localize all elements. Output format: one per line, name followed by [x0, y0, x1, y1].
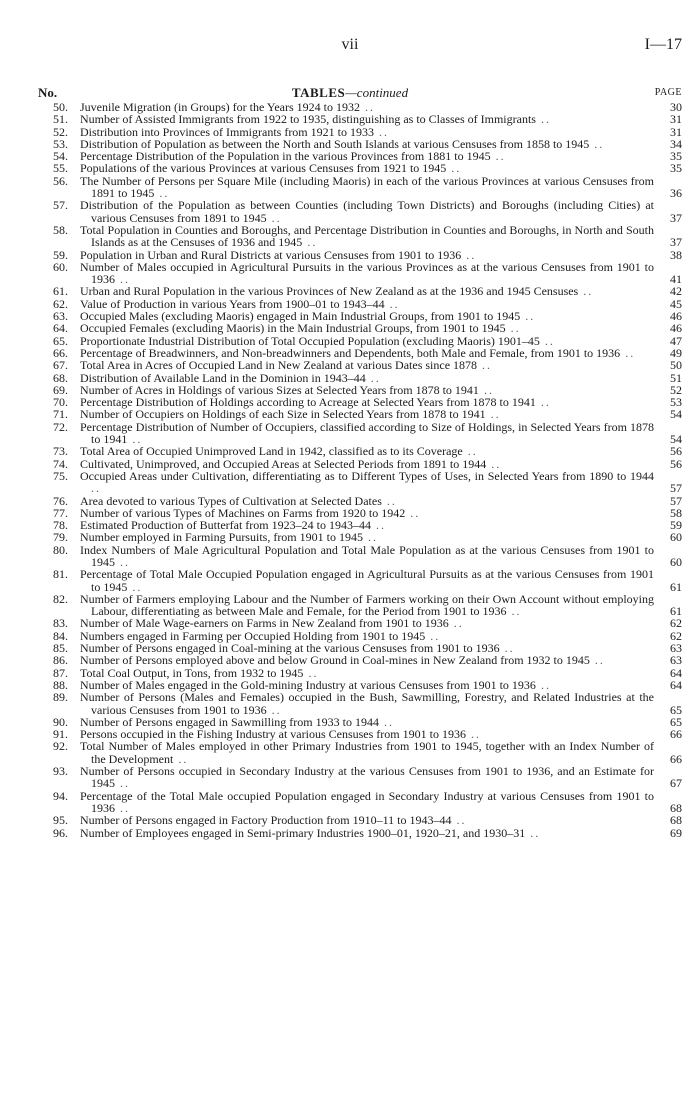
- entry-title-text: Number of Persons engaged in Sawmilling from 1933 to 1944: [80, 714, 379, 729]
- entry-page-number: 57: [670, 493, 682, 508]
- entry-page-number: 69: [670, 825, 682, 840]
- entry-number: 94.: [53, 788, 68, 803]
- entry-number: 86.: [53, 653, 68, 668]
- list-item: [0, 740, 700, 765]
- entry-page-number: 66: [670, 727, 682, 742]
- number-column-heading: No.: [38, 85, 58, 100]
- entry-number: 93.: [53, 764, 68, 779]
- dot-leader: ..: [91, 481, 101, 496]
- dot-leader: ..: [127, 579, 143, 594]
- entry-title-text: Number of Persons (Males and Females) occupied in the Bush, Sawmilling, Forestry, and Related Industries at the various Censuses from 1901 to 1936: [80, 690, 654, 717]
- entry-title-text: Number of Persons occupied in Secondary Industry at the various Censuses from 1901 to 1936, and an Estimate for 1945: [80, 764, 654, 791]
- entry-title-text: Total Area in Acres of Occupied Land in New Zealand at various Dates since 1878: [80, 358, 478, 373]
- dot-leader: ..: [490, 149, 506, 164]
- entry-number: 74.: [53, 456, 68, 471]
- page-column-heading: PAGE: [654, 87, 682, 98]
- dot-leader: ..: [578, 284, 594, 299]
- entry-title-text: Distribution into Provinces of Immigrants from 1921 to 1933: [80, 124, 374, 139]
- entry-title-text: Value of Production in various Years from 1900–01 to 1943–44: [80, 296, 385, 311]
- entry-page-number: 58: [670, 505, 682, 520]
- dot-leader: ..: [539, 333, 555, 348]
- entry-title: [80, 790, 654, 815]
- entry-title-text: The Number of Persons per Square Mile (including Maoris) in each of the various Provinces at various Censuses from 1891 to 1945: [80, 173, 654, 201]
- list-item: [0, 544, 700, 569]
- entry-title: [80, 175, 654, 200]
- entry-title-text: Juvenile Migration (in Groups) for the Years 1924 to 1932: [80, 100, 360, 114]
- dot-leader: ..: [478, 382, 494, 397]
- entry-number: 92.: [53, 739, 68, 754]
- dot-leader: ..: [620, 345, 636, 360]
- entry-title: [80, 765, 654, 790]
- dot-leader: ..: [370, 518, 386, 533]
- entry-page-number: 64: [670, 677, 682, 692]
- entry-page-number: 63: [670, 653, 682, 668]
- entry-page-number: 65: [670, 702, 682, 717]
- entry-page-number: 35: [670, 161, 682, 176]
- entry-title-text: Total Coal Output, in Tons, from 1932 to 1945: [80, 665, 304, 680]
- dot-leader: ..: [535, 395, 551, 410]
- entry-title: [80, 199, 654, 224]
- entry-number: 76.: [53, 493, 68, 508]
- entry-page-number: 37: [670, 235, 682, 250]
- list-item: [0, 224, 700, 249]
- entry-title: [80, 827, 654, 839]
- entry-title-text: Numbers engaged in Farming per Occupied Holding from 1901 to 1945: [80, 628, 426, 643]
- entry-title: [80, 593, 654, 618]
- entry-number: 62.: [53, 296, 68, 311]
- dot-leader: ..: [127, 432, 143, 447]
- entry-title-text: Distribution of Available Land in the Dominion in 1943–44: [80, 370, 366, 385]
- entry-title-text: Number of Persons engaged in Coal-mining at the various Censuses from 1901 to 1936: [80, 641, 500, 656]
- section-title: TABLES: [291, 85, 346, 100]
- entry-page-number: 36: [670, 186, 682, 201]
- dot-leader: ..: [477, 358, 493, 373]
- entry-page-number: 38: [670, 247, 682, 262]
- entry-number: 81.: [53, 567, 68, 582]
- dot-leader: ..: [505, 321, 521, 336]
- entry-page-number: 61: [670, 604, 682, 619]
- entry-number: 78.: [53, 518, 68, 533]
- entry-number: 67.: [53, 358, 68, 373]
- entry-title-text: Percentage of the Total Male occupied Population engaged in Secondary Industry at various Censuses from 1901 to 1936: [80, 788, 654, 815]
- entry-number: 88.: [53, 677, 68, 692]
- entry-page-number: 68: [670, 813, 682, 828]
- entry-title-text: Persons occupied in the Fishing Industry at various Censuses from 1901 to 1936: [80, 727, 466, 742]
- entry-number: 54.: [53, 149, 68, 164]
- entry-page-number: 46: [670, 309, 682, 324]
- entry-title-text: Percentage of Total Male Occupied Population engaged in Agricultural Pursuits as at the various Censuses from 1901 to 1945: [80, 567, 654, 594]
- entry-title-text: Index Numbers of Male Agricultural Population and Total Male Population as at the various Censuses from 1901 to 1945: [80, 542, 654, 569]
- dot-leader: ..: [115, 776, 130, 791]
- entry-title-text: Distribution of Population as between the North and South Islands at various Censuses from 1858 to 1945: [80, 136, 590, 151]
- dot-leader: ..: [465, 727, 481, 742]
- entry-title-text: Number employed in Farming Pursuits, from 1901 to 1945: [80, 530, 363, 545]
- dot-leader: ..: [425, 628, 441, 643]
- entry-title-text: Distribution of the Population as between Counties (including Town Districts) and Boroughs (including Cities) at various Censuses from 1891 to 1945: [80, 198, 654, 225]
- dot-leader: ..: [405, 505, 421, 520]
- dot-leader: ..: [499, 641, 515, 656]
- entry-title: [80, 740, 654, 765]
- entry-page-number: 37: [670, 210, 682, 225]
- dot-leader: ..: [485, 407, 501, 422]
- entry-number: 63.: [53, 309, 68, 324]
- dot-leader: ..: [520, 309, 536, 324]
- entry-page-number: 53: [670, 395, 682, 410]
- entry-number: 91.: [53, 727, 68, 742]
- table-list: [0, 101, 700, 839]
- entry-title-text: Number of Persons engaged in Factory Production from 1910–11 to 1943–44: [80, 813, 452, 828]
- entry-page-number: 52: [670, 382, 682, 397]
- entry-number: 90.: [53, 714, 68, 729]
- entry-page-number: 51: [670, 370, 682, 385]
- list-item: [0, 568, 700, 593]
- list-item: [0, 261, 700, 286]
- entry-title-text: Number of Persons employed above and below Ground in Coal-mines in New Zealand from 1932 to 1945: [80, 653, 590, 668]
- entry-title-text: Number of Male Wage-earners on Farms in New Zealand from 1901 to 1936: [80, 616, 449, 631]
- entry-number: 55.: [53, 161, 68, 176]
- entry-page-number: 47: [670, 333, 682, 348]
- entry-number: 96.: [53, 825, 68, 840]
- entry-title-text: Percentage Distribution of Number of Occupiers, classified according to Size of Holdings, in Selected Years from 1878 to 1941: [80, 419, 654, 447]
- entry-number: 68.: [53, 370, 68, 385]
- entry-title-text: Occupied Areas under Cultivation, differentiating as to Different Types of Uses, in Selected Years from 1890 to 1944: [80, 468, 654, 483]
- entry-page-number: 34: [670, 136, 682, 151]
- dot-leader: ..: [365, 370, 381, 385]
- entry-title-text: Estimated Production of Butterfat from 1923–24 to 1943–44: [80, 518, 371, 533]
- entry-number: 60.: [53, 259, 68, 274]
- entry-page-number: 60: [670, 530, 682, 545]
- entry-number: 61.: [53, 284, 68, 299]
- entry-title-text: Occupied Males (excluding Maoris) engaged in Main Industrial Groups, from 1901 to 1945: [80, 309, 521, 324]
- page-code: I—17: [644, 36, 682, 53]
- dot-leader: ..: [525, 825, 541, 840]
- list-item: [0, 765, 700, 790]
- entry-number: 57.: [53, 198, 68, 213]
- entry-number: 89.: [53, 690, 68, 705]
- entry-page-number: 42: [670, 284, 682, 299]
- entry-number: 79.: [53, 530, 68, 545]
- entry-page-number: 62: [670, 616, 682, 631]
- entry-page-number: 57: [670, 481, 682, 496]
- dot-leader: ..: [446, 161, 462, 176]
- entry-page-number: 56: [670, 456, 682, 471]
- entry-title-text: Percentage Distribution of Holdings according to Acreage at Selected Years from 1878 to 1941: [80, 395, 536, 410]
- entry-number: 72.: [53, 419, 68, 434]
- dot-leader: ..: [373, 124, 389, 139]
- dot-leader: ..: [173, 751, 189, 766]
- entry-title: [80, 470, 654, 495]
- entry-title-text: Number of Acres in Holdings of various Sizes at Selected Years from 1878 to 1941: [80, 382, 479, 397]
- entry-title: [80, 224, 654, 249]
- entry-title-text: Number of Farmers employing Labour and the Number of Farmers working on their Own Account without employing Labour, differentiating as between Male and Female, for the Period from 1901 to 1936: [80, 591, 654, 619]
- entry-title-text: Total Number of Males employed in other Primary Industries from 1901 to 1945, together with an Index Number of the Development: [80, 739, 654, 766]
- dot-leader: ..: [266, 210, 282, 225]
- dot-leader: ..: [451, 813, 467, 828]
- entry-number: 65.: [53, 333, 68, 348]
- dot-leader: ..: [115, 554, 130, 569]
- dot-leader: ..: [302, 235, 318, 250]
- entry-number: 50.: [53, 100, 68, 114]
- entry-page-number: 61: [670, 579, 682, 594]
- list-item: [0, 199, 700, 224]
- entry-number: 82.: [53, 591, 68, 606]
- entry-page-number: 65: [670, 714, 682, 729]
- entry-page-number: 60: [670, 554, 682, 569]
- entry-page-number: 46: [670, 321, 682, 336]
- entry-title-text: Number of Occupiers on Holdings of each Size in Selected Years from 1878 to 1941: [80, 407, 486, 422]
- dot-leader: ..: [506, 604, 522, 619]
- dot-leader: ..: [486, 456, 502, 471]
- dot-leader: ..: [154, 186, 170, 201]
- dot-leader: ..: [115, 800, 130, 815]
- entry-page-number: 41: [670, 272, 682, 287]
- entry-number: 80.: [53, 542, 68, 557]
- entry-page-number: 62: [670, 628, 682, 643]
- entry-page-number: 31: [670, 124, 682, 139]
- entry-title: [80, 568, 654, 593]
- entry-title: [80, 421, 654, 446]
- entry-page-number: 68: [670, 800, 682, 815]
- entry-title-text: Area devoted to various Types of Cultivation at Selected Dates: [80, 493, 382, 508]
- entry-title-text: Percentage Distribution of the Population in the various Provinces from 1881 to 1945: [80, 149, 491, 164]
- list-item: [0, 421, 700, 446]
- list-item: [0, 175, 700, 200]
- dot-leader: ..: [461, 247, 477, 262]
- entry-page-number: 56: [670, 444, 682, 459]
- entry-title-text: Proportionate Industrial Distribution of Total Occupied Population (excluding Maoris) 1901–45: [80, 333, 540, 348]
- dot-leader: ..: [462, 444, 478, 459]
- entry-number: 64.: [53, 321, 68, 336]
- entry-page-number: 59: [670, 518, 682, 533]
- dot-leader: ..: [115, 272, 130, 287]
- entry-number: 52.: [53, 124, 68, 139]
- entry-number: 69.: [53, 382, 68, 397]
- entry-number: 56.: [53, 173, 68, 188]
- entry-title-text: Number of Males occupied in Agricultural Pursuits in the various Provinces as at the various Censuses from 1901 to 1936: [80, 259, 654, 287]
- entry-page-number: 64: [670, 665, 682, 680]
- dot-leader: ..: [589, 136, 605, 151]
- entry-page-number: 31: [670, 112, 682, 127]
- dot-leader: ..: [362, 530, 378, 545]
- entry-title-text: Population in Urban and Rural Districts at various Censuses from 1901 to 1936: [80, 247, 462, 262]
- entry-number: 71.: [53, 407, 68, 422]
- entry-number: 66.: [53, 345, 68, 360]
- list-item: [0, 691, 700, 716]
- dot-leader: ..: [589, 653, 605, 668]
- entry-title-text: Cultivated, Unimproved, and Occupied Areas at Selected Periods from 1891 to 1944: [80, 456, 487, 471]
- entry-title-text: Number of various Types of Machines on Farms from 1920 to 1942: [80, 505, 406, 520]
- entry-number: 51.: [53, 112, 68, 127]
- entry-number: 85.: [53, 641, 68, 656]
- section-title-suffix: —continued: [345, 85, 409, 100]
- entry-page-number: 54: [670, 407, 682, 422]
- entry-number: 87.: [53, 665, 68, 680]
- entry-title-text: Number of Employees engaged in Semi-primary Industries 1900–01, 1920–21, and 1930–31: [80, 825, 526, 840]
- entry-page-number: 30: [670, 100, 682, 114]
- dot-leader: ..: [384, 296, 400, 311]
- entry-title-text: Number of Males engaged in the Gold-mining Industry at various Censuses from 1901 to 1936: [80, 677, 536, 692]
- entry-page-number: 66: [670, 751, 682, 766]
- list-item: [0, 593, 700, 618]
- section-heading: [0, 85, 700, 101]
- dot-leader: ..: [303, 665, 319, 680]
- entry-title: [80, 544, 654, 569]
- dot-leader: ..: [378, 714, 394, 729]
- dot-leader: ..: [535, 112, 551, 127]
- entry-title: [80, 261, 654, 286]
- entry-number: 53.: [53, 136, 68, 151]
- entry-page-number: 54: [670, 432, 682, 447]
- entry-number: 73.: [53, 444, 68, 459]
- page-roman-number: vii: [341, 36, 359, 53]
- entry-title-text: Urban and Rural Population in the various Provinces of New Zealand as at the 1936 and 1945 Censuses: [80, 284, 579, 299]
- entry-page-number: 45: [670, 296, 682, 311]
- entry-title-text: Total Population in Counties and Boroughs, and Percentage Distribution in Counties and Boroughs, in North and South Islands as at the Censuses of 1936 and 1945: [80, 222, 654, 250]
- entry-page-number: 50: [670, 358, 682, 373]
- dot-leader: ..: [535, 677, 551, 692]
- entry-title-text: Total Area of Occupied Unimproved Land in 1942, classified as to its Coverage: [80, 444, 463, 459]
- dot-leader: ..: [448, 616, 464, 631]
- entry-number: 58.: [53, 222, 68, 237]
- list-item: [0, 470, 700, 495]
- list-item: [0, 827, 700, 839]
- entry-title-text: Number of Assisted Immigrants from 1922 to 1935, distinguishing as to Classes of Immigrants: [80, 112, 536, 127]
- list-item: [0, 790, 700, 815]
- entry-number: 70.: [53, 395, 68, 410]
- dot-leader: ..: [381, 493, 397, 508]
- dot-leader: ..: [359, 100, 375, 114]
- entry-title: [80, 691, 654, 716]
- entry-title-text: Percentage of Breadwinners, and Non-breadwinners and Dependents, both Male and Female, from 1901 to 1936: [80, 345, 621, 360]
- entry-title-text: Occupied Females (excluding Maoris) in the Main Industrial Groups, from 1901 to 1945: [80, 321, 506, 336]
- entry-number: 77.: [53, 505, 68, 520]
- entry-number: 84.: [53, 628, 68, 643]
- entry-page-number: 67: [670, 776, 682, 791]
- dot-leader: ..: [266, 702, 282, 717]
- entry-number: 95.: [53, 813, 68, 828]
- entry-number: 75.: [53, 468, 68, 483]
- entry-page-number: 35: [670, 149, 682, 164]
- entry-number: 59.: [53, 247, 68, 262]
- entry-number: 83.: [53, 616, 68, 631]
- entry-page-number: 63: [670, 641, 682, 656]
- entry-page-number: 49: [670, 345, 682, 360]
- entry-title-text: Populations of the various Provinces at various Censuses from 1921 to 1945: [80, 161, 447, 176]
